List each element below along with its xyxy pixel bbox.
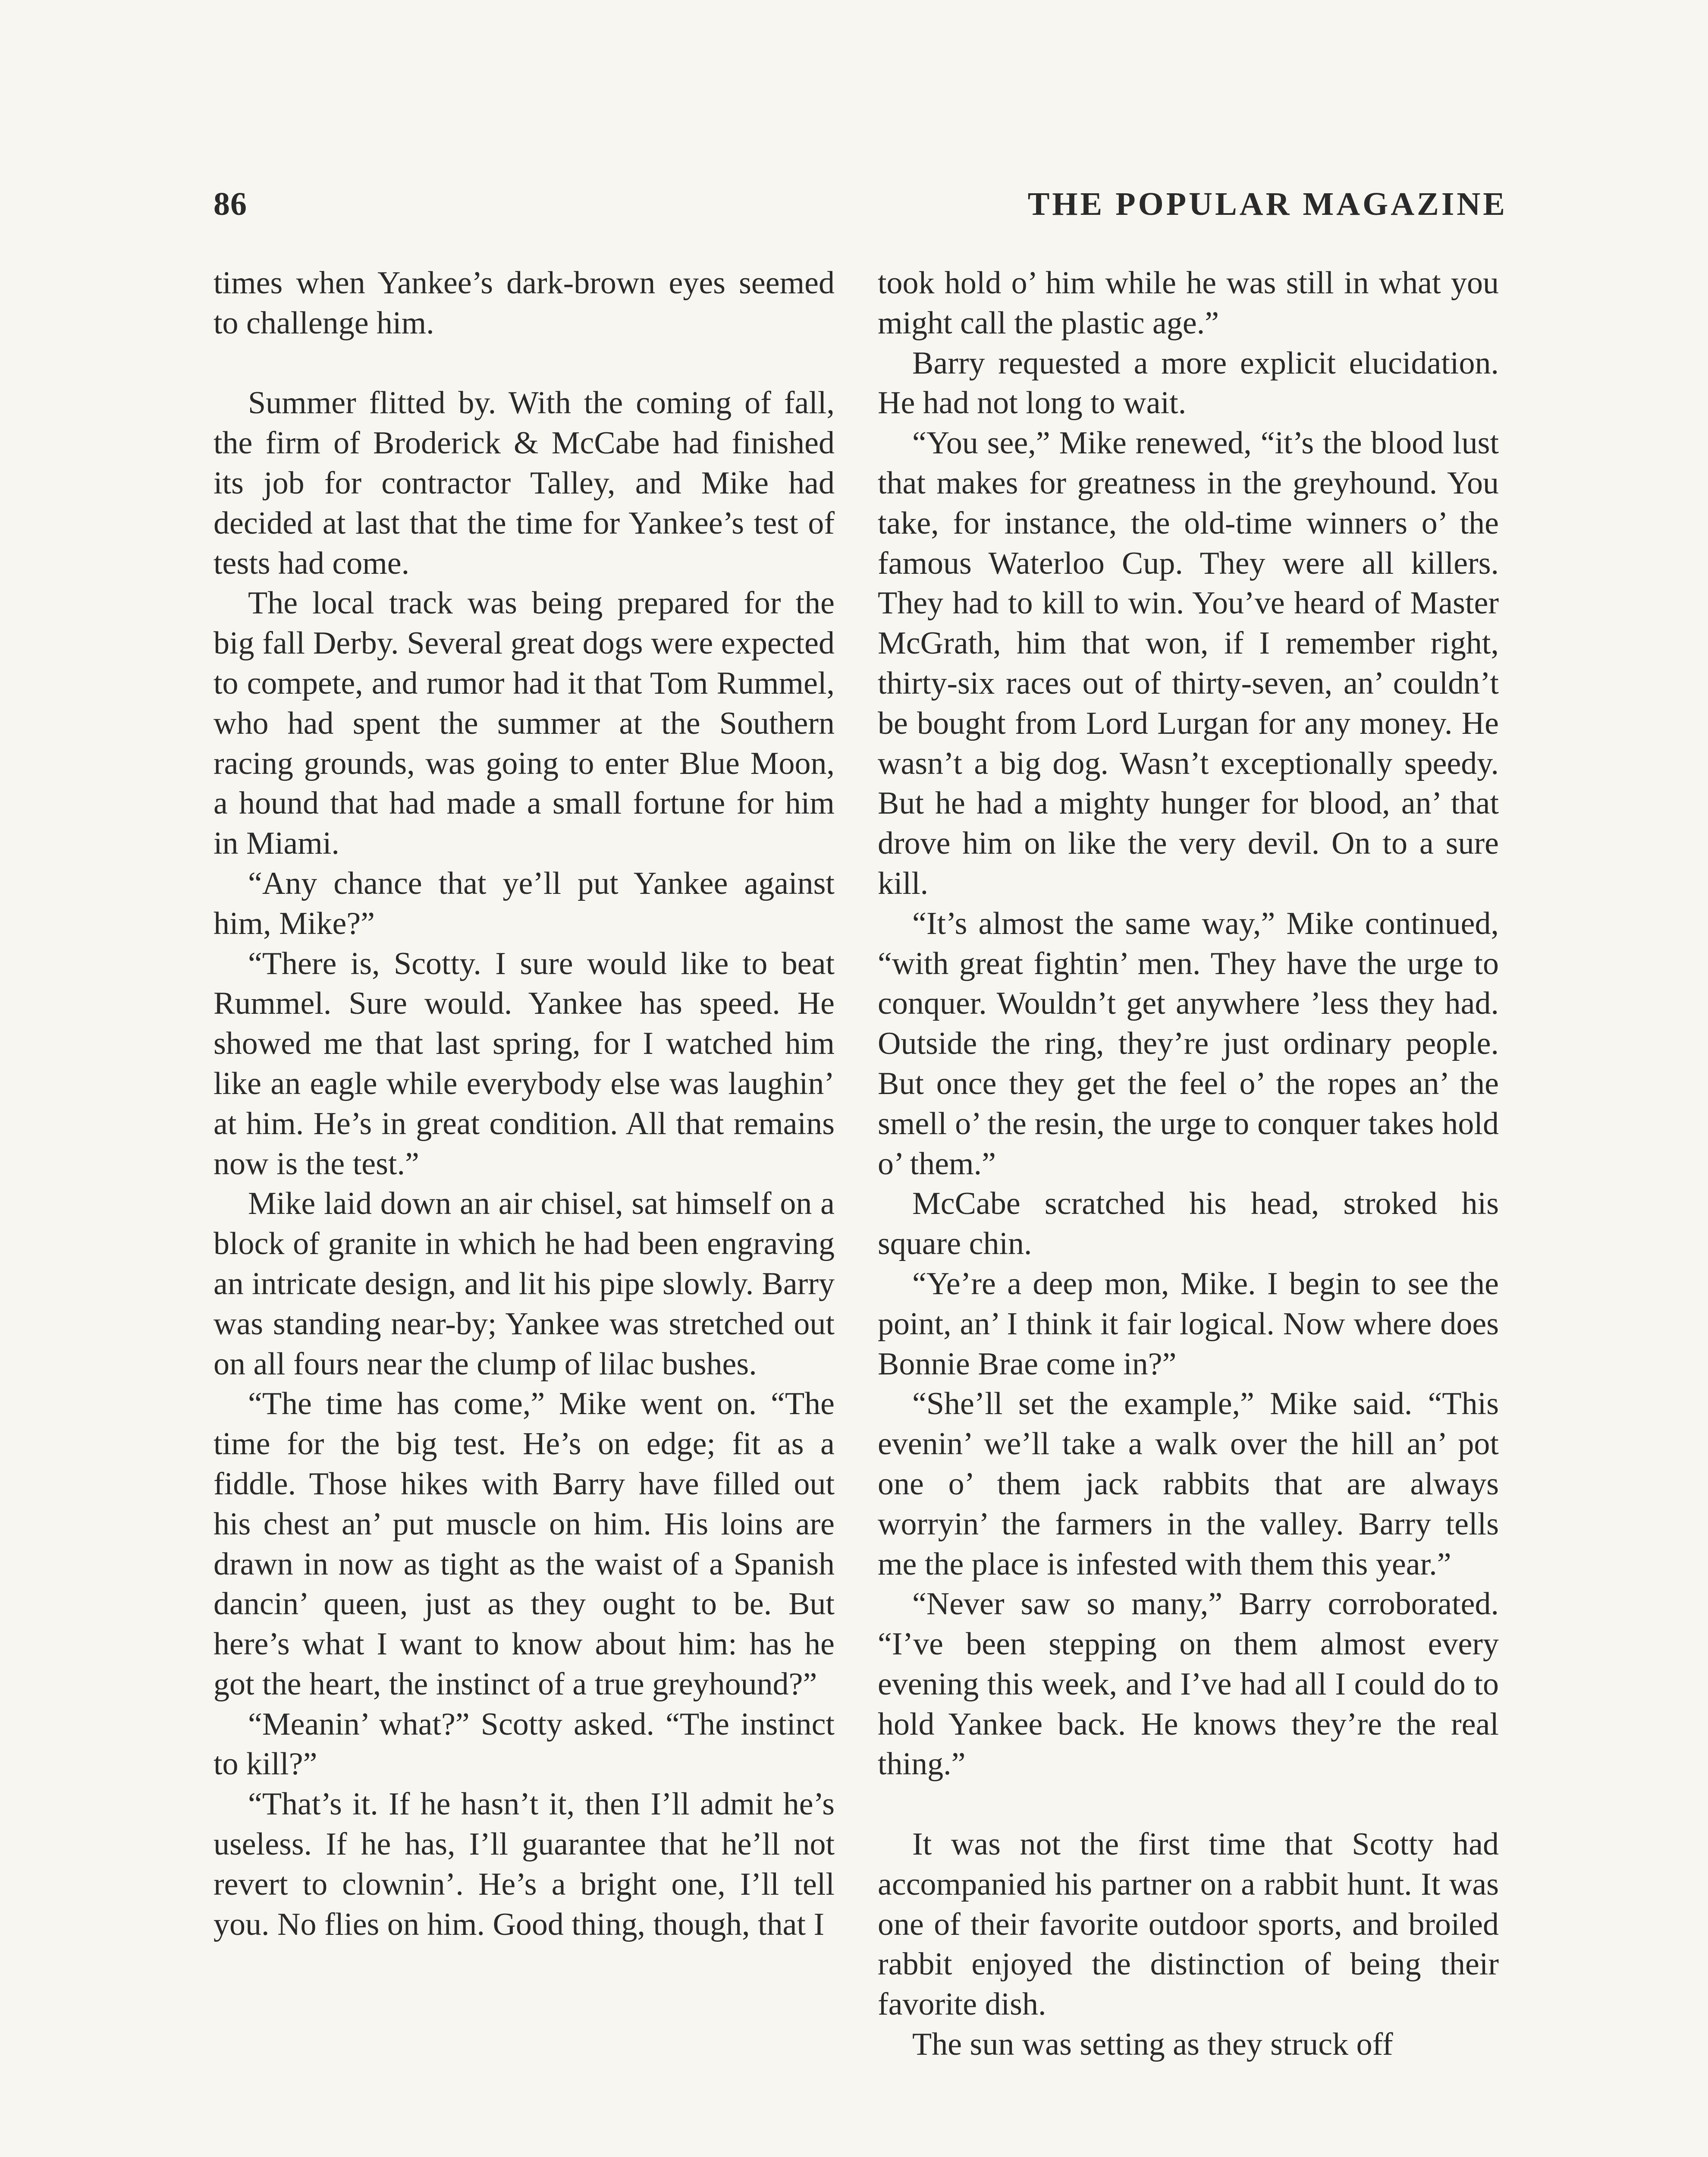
page-number: 86 xyxy=(214,186,247,222)
left-text-column xyxy=(214,263,835,1944)
paragraph: “Meanin’ what?” Scotty asked. “The instinct to kill?” xyxy=(214,1706,835,1782)
paragraph: The sun was setting as they struck off xyxy=(912,2027,1393,2063)
paragraph: “She’ll set the example,” Mike said. “This evenin’ we’ll take a walk over the hill an’ pot one o’ them jack rabbits that are always worryin’ the farmers in the valley. Barry tells me the place is infested with them this year.” xyxy=(878,1386,1499,1582)
paragraph: Mike laid down an air chisel, sat himself on a block of granite in which he had been engraving an intricate design, and lit his pipe slowly. Barry was standing near-by; Yankee was stretched out on all fours near the clump of lilac bushes. xyxy=(214,1186,835,1382)
paragraph: “Never saw so many,” Barry corroborated. “I’ve been stepping on them almost every evening this week, and I’ve had all I could do to hold Yankee back. He knows they’re the real thing.” xyxy=(878,1586,1499,1782)
paragraph: took hold o’ him while he was still in what you might call the plastic age.” xyxy=(878,265,1499,341)
paragraph: The local track was being prepared for the big fall Derby. Several great dogs were expected to compete, and rumor had it that Tom Rummel, who had spent the summer at the Southern racing grounds, was going to enter Blue Moon, a hound that had made a small fortune for him in Miami. xyxy=(214,585,835,862)
paragraph: Summer flitted by. With the coming of fall, the firm of Broderick & McCabe had finished its job for contractor Talley, and Mike had decided at last that the time for Yankee’s test of tests had come. xyxy=(214,385,835,581)
section-break xyxy=(878,1784,1499,1824)
paragraph: “It’s almost the same way,” Mike continued, “with great fightin’ men. They have the urge to conquer. Wouldn’t get anywhere ’less they had. Outside the ring, they’re just ordinary people. But once they get the feel o’ the ropes an’ the smell o’ the resin, the urge to conquer takes hold o’ them.” xyxy=(878,906,1499,1182)
paragraph: McCabe scratched his head, stroked his square chin. xyxy=(878,1186,1499,1262)
paragraph: “You see,” Mike renewed, “it’s the blood lust that makes for greatness in the greyhound. You take, for instance, the old-time winners o’ the famous Waterloo Cup. They were all killers. They had to kill to win. You’ve heard of Master McGrath, him that won, if I remember right, thirty-six races out of thirty-seven, an’ couldn’t be bought from Lord Lurgan for any money. He wasn’t a big dog. Wasn’t exceptionally speedy. But he had a mighty hunger for blood, an’ that drove him on like the very devil. On to a sure kill. xyxy=(878,425,1499,901)
paragraph: times when Yankee’s dark-brown eyes seemed to challenge him. xyxy=(214,265,835,341)
paragraph: “There is, Scotty. I sure would like to beat Rummel. Sure would. Yankee has speed. He showed me that last spring, for I watched him like an eagle while everybody else was laughin’ at him. He’s in great condition. All that remains now is the test.” xyxy=(214,946,835,1182)
section-break xyxy=(214,343,835,384)
paragraph: Barry requested a more explicit elucidation. He had not long to wait. xyxy=(878,345,1499,421)
paragraph: “The time has come,” Mike went on. “The time for the big test. He’s on edge; fit as a fiddle. Those hikes with Barry have filled out his chest an’ put muscle on him. His loins are drawn in now as tight as the waist of a Spanish dancin’ queen, just as they ought to be. But here’s what I want to know about him: has he got the heart, the instinct of a true greyhound?” xyxy=(214,1386,835,1702)
page-header xyxy=(214,186,1507,233)
running-title: THE POPULAR MAGAZINE xyxy=(1027,186,1507,222)
paragraph: It was not the first time that Scotty had accompanied his partner on a rabbit hunt. It was one of their favorite outdoor sports, and broiled rabbit enjoyed the distinction of being their favorite dish. xyxy=(878,1827,1499,2022)
paragraph: “Ye’re a deep mon, Mike. I begin to see the point, an’ I think it fair logical. Now where does Bonnie Brae come in?” xyxy=(878,1266,1499,1382)
right-text-column xyxy=(878,263,1499,2065)
paragraph: “That’s it. If he hasn’t it, then I’ll admit he’s useless. If he has, I’ll guarantee that he’ll not revert to clownin’. He’s a bright one, I’ll tell you. No flies on him. Good thing, though, that I xyxy=(214,1786,835,1942)
paragraph: “Any chance that ye’ll put Yankee against him, Mike?” xyxy=(214,865,835,941)
